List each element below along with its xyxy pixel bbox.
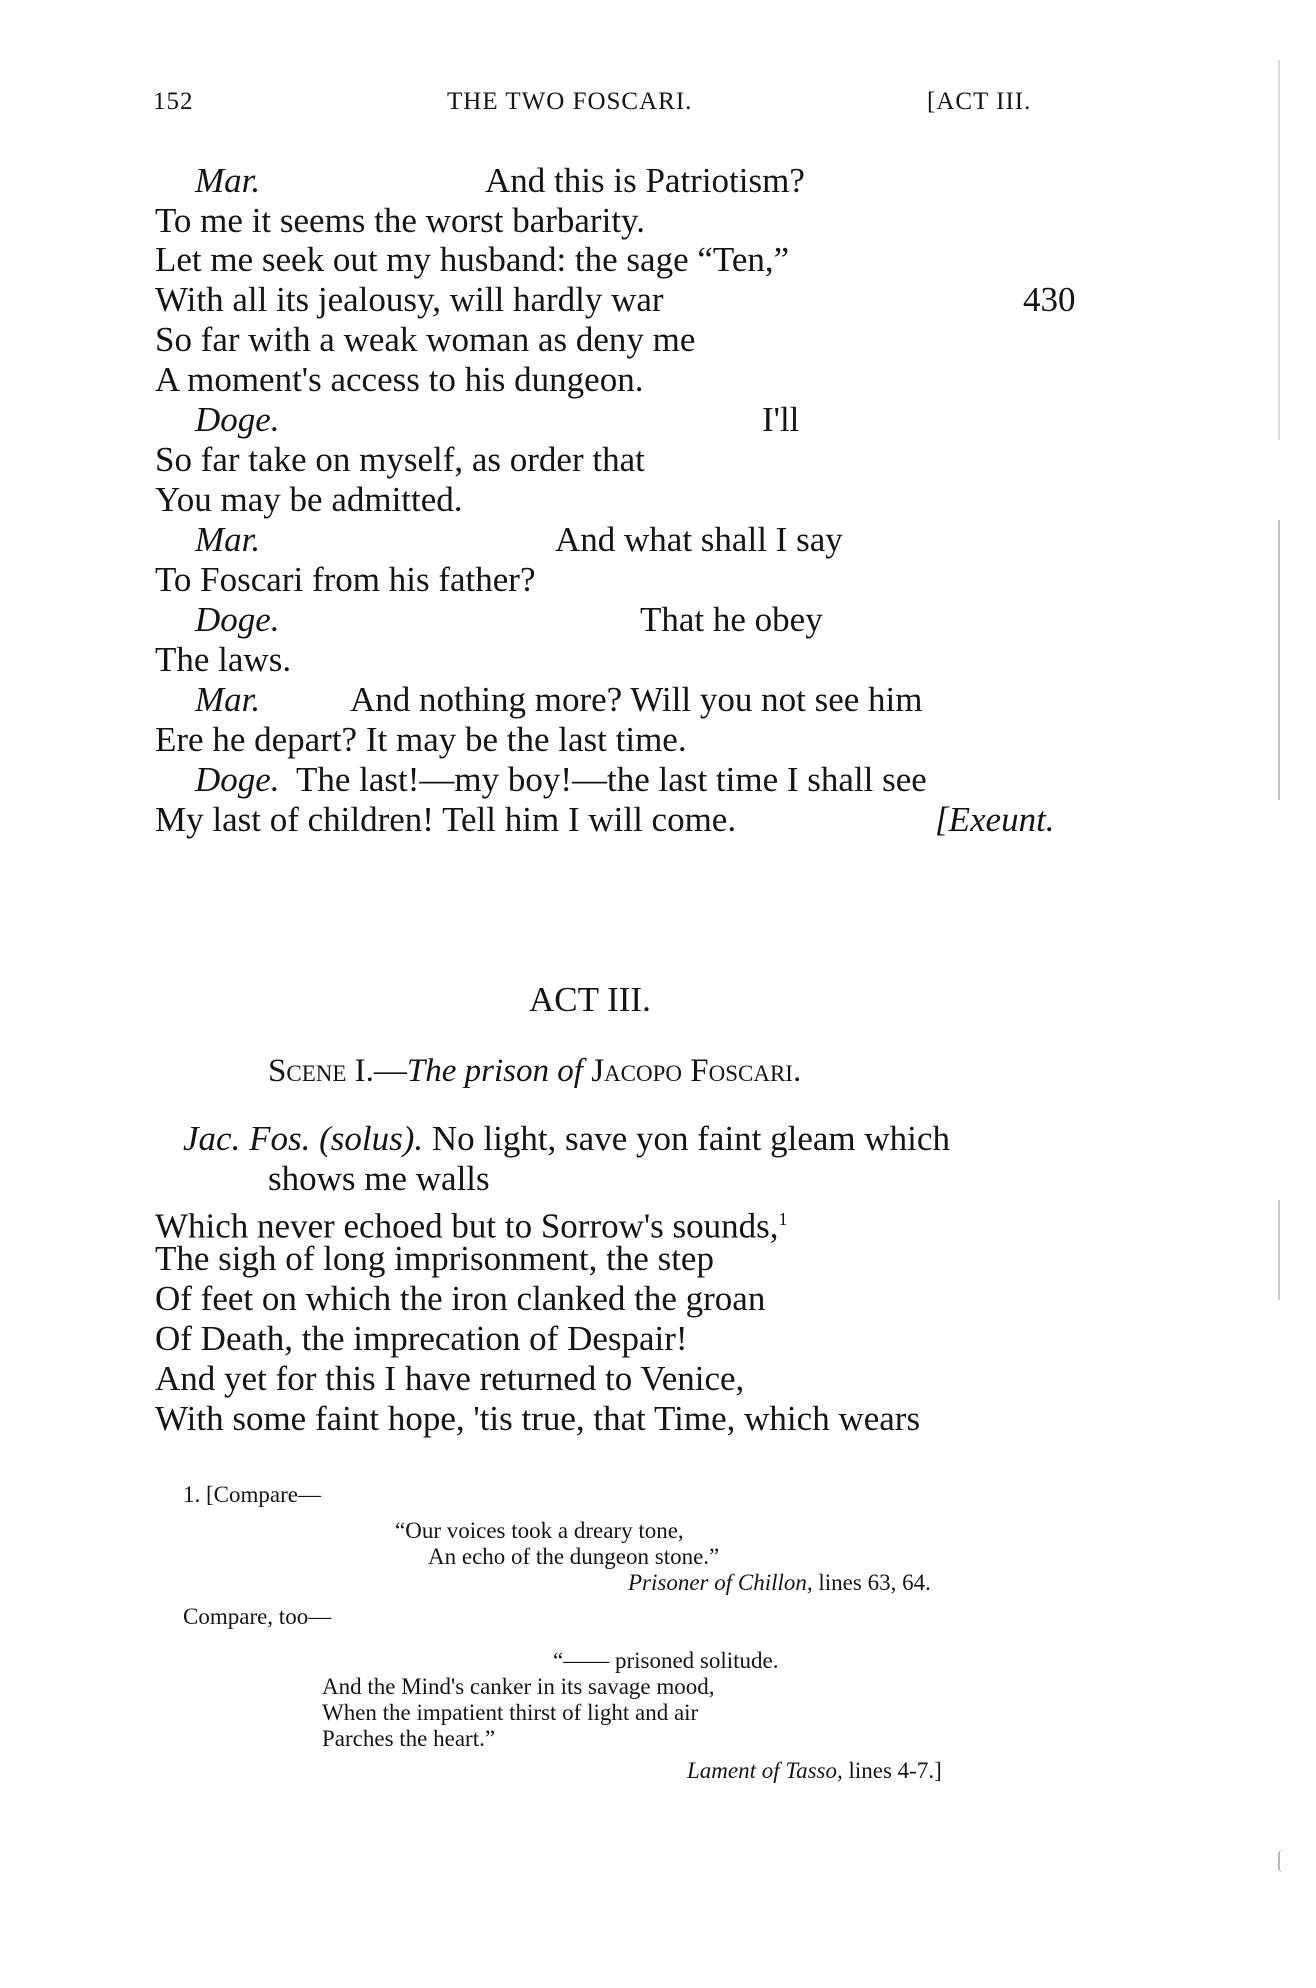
quote-line: When the impatient thirst of light and air <box>322 1700 699 1725</box>
verse-line: The sigh of long imprisonment, the step <box>155 1239 714 1278</box>
scan-edge-mark <box>1278 60 1280 440</box>
footnote-marker: 1 <box>778 1209 788 1229</box>
verse-line <box>183 1119 950 1159</box>
verse-line: My last of children! Tell him I will come. <box>155 800 737 839</box>
verse-line: The laws. <box>155 640 292 679</box>
verse-line: A moment's access to his dungeon. <box>155 360 644 399</box>
speaker-label: Doge. <box>195 600 280 639</box>
verse-line: Ere he depart? It may be the last time. <box>155 720 687 759</box>
verse-line: And this is Patriotism? <box>485 161 805 200</box>
verse-line: And nothing more? Will you not see him <box>350 680 923 719</box>
source-title: Lament of Tasso, <box>687 1758 843 1783</box>
line-number: 430 <box>1023 280 1076 319</box>
verse-line: To me it seems the worst barbarity. <box>155 201 646 240</box>
speaker-label: Mar. <box>195 161 261 200</box>
source-lines: lines 63, 64. <box>818 1570 931 1595</box>
stage-direction: [Exeunt. <box>935 800 1055 839</box>
speaker-label: Doge. <box>195 400 280 439</box>
verse-text: Which never echoed but to Sorrow's sounds, <box>155 1206 779 1246</box>
verse-line: And yet for this I have returned to Venice, <box>155 1359 745 1398</box>
running-title: THE TWO FOSCARI. <box>447 88 693 115</box>
source-title: Prisoner of Chillon, <box>628 1570 813 1595</box>
footnote-text: Compare, too— <box>183 1604 332 1629</box>
quote-line: An echo of the dungeon stone.” <box>428 1544 720 1569</box>
verse-text: No light, save yon faint gleam which <box>431 1119 950 1158</box>
speaker-label: Mar. <box>195 520 261 559</box>
footnote-intro: 1. [Compare— <box>183 1482 321 1507</box>
quote-line: “—— prisoned solitude. <box>553 1648 779 1673</box>
verse-line: So far take on myself, as order that <box>155 440 645 479</box>
verse-line: To Foscari from his father? <box>155 560 536 599</box>
verse-line: Let me seek out my husband: the sage “Ten,” <box>155 240 790 279</box>
speaker-label: Mar. <box>195 680 261 719</box>
scene-label: Scene I.— <box>268 1053 407 1089</box>
act-label: [ACT III. <box>927 88 1032 115</box>
verse-line: You may be admitted. <box>155 480 463 519</box>
scene-character: Jacopo Foscari. <box>591 1053 802 1089</box>
scan-edge-mark <box>1278 1200 1280 1300</box>
speaker-label: Jac. Fos. <box>183 1119 311 1158</box>
verse-line: So far with a weak woman as deny me <box>155 320 696 359</box>
verse-line: shows me walls <box>268 1159 490 1198</box>
source-lines: lines 4-7.] <box>848 1758 942 1783</box>
verse-line: With all its jealousy, will hardly war <box>155 280 664 319</box>
quote-line: “Our voices took a dreary tone, <box>395 1518 684 1543</box>
verse-line: That he obey <box>640 600 823 639</box>
scene-heading <box>268 1053 801 1090</box>
verse-line: With some faint hope, 'tis true, that Time, which wears <box>155 1399 921 1438</box>
act-heading: ACT III. <box>529 980 651 1019</box>
verse-line: Of feet on which the iron clanked the groan <box>155 1279 766 1318</box>
quote-line: Parches the heart.” <box>322 1726 496 1751</box>
quote-line: And the Mind's canker in its savage mood, <box>322 1674 715 1699</box>
verse-line: I'll <box>762 400 800 439</box>
quote-source <box>687 1757 942 1784</box>
scan-edge-mark <box>1278 1850 1284 1872</box>
verse-line: The last!—my boy!—the last time I shall see <box>296 760 927 799</box>
speaker-label: Doge. <box>195 760 280 799</box>
verse-line: Of Death, the imprecation of Despair! <box>155 1319 688 1358</box>
stage-direction: (solus). <box>319 1119 424 1158</box>
verse-line: And what shall I say <box>555 520 843 559</box>
page-number: 152 <box>153 88 194 115</box>
scene-description: The prison of <box>406 1053 583 1089</box>
scan-edge-mark <box>1278 520 1280 800</box>
quote-source <box>628 1569 931 1596</box>
